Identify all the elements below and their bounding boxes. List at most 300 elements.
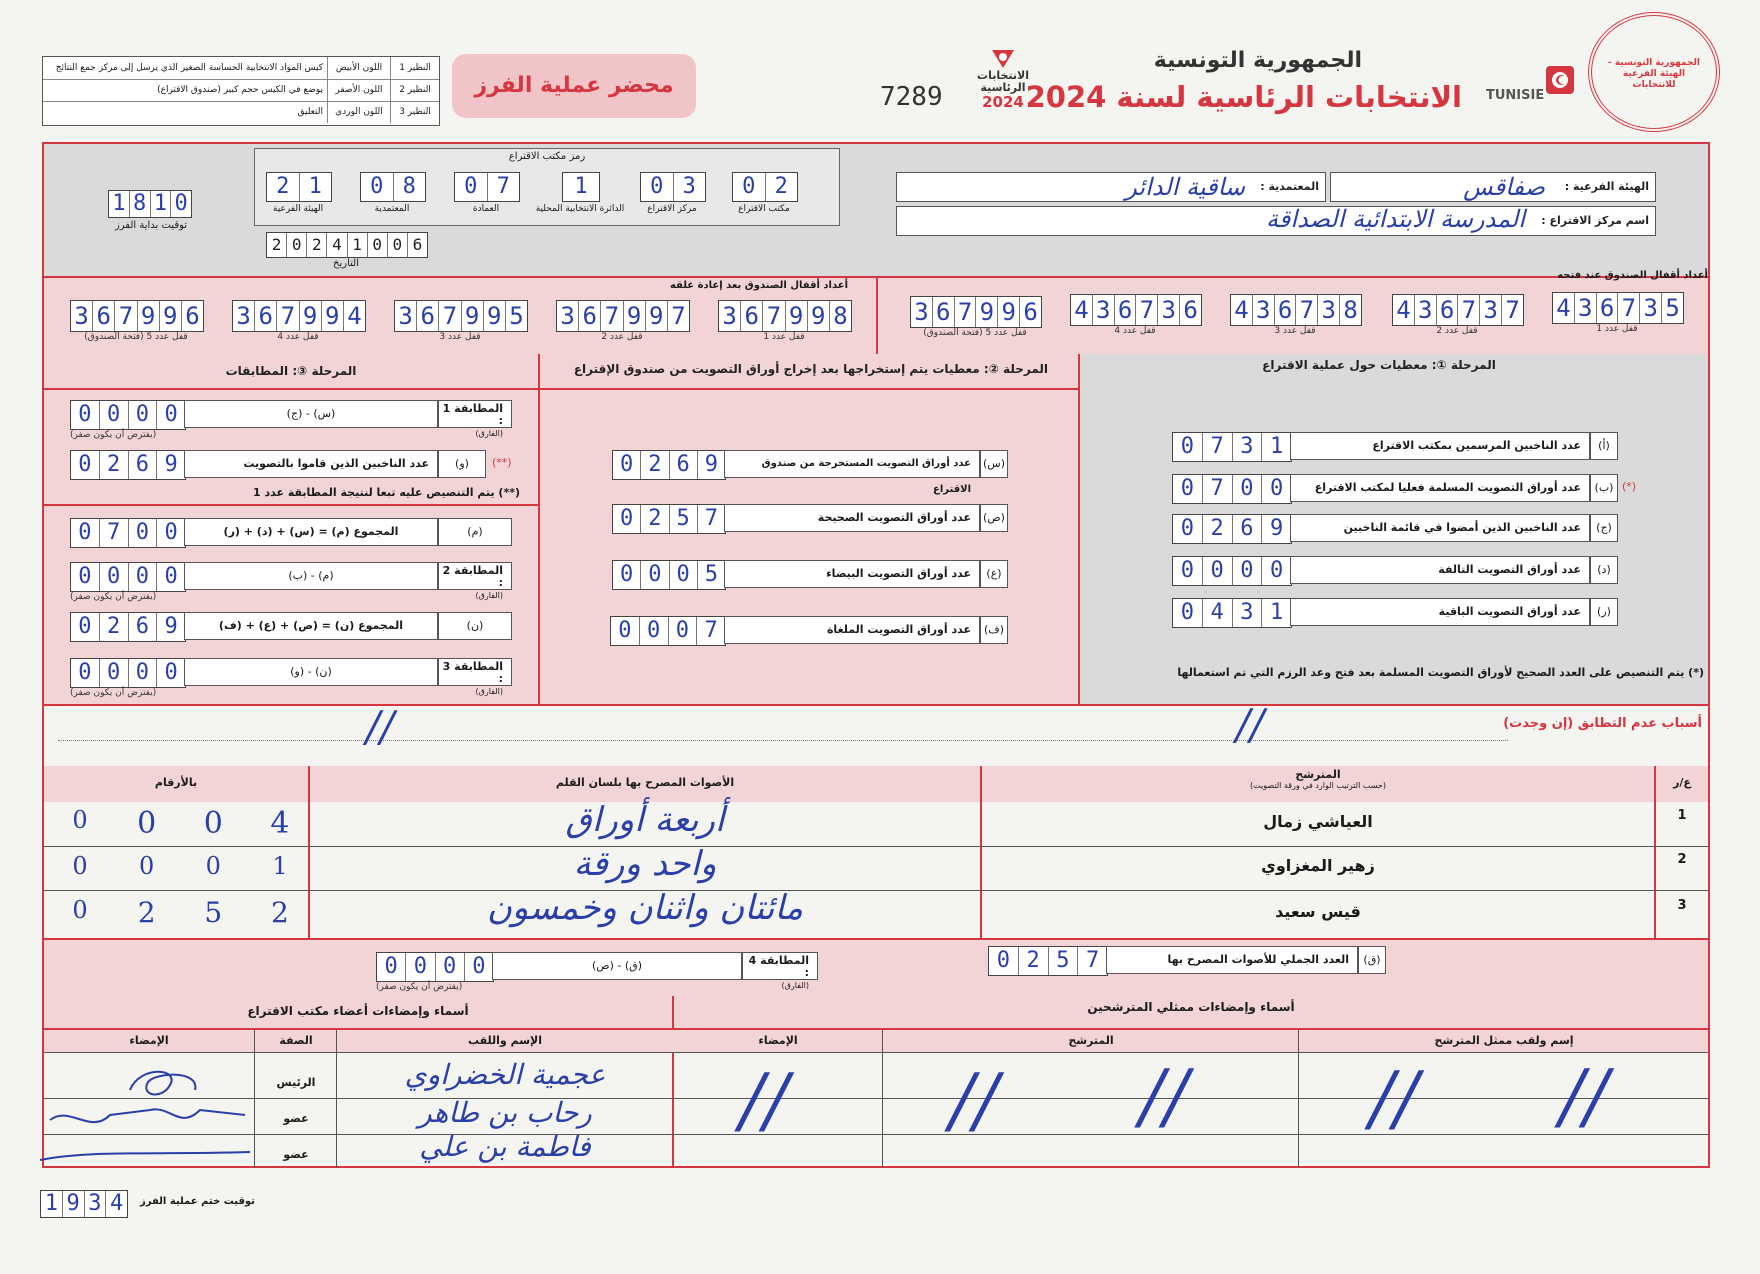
- date-digit: 4: [327, 233, 347, 257]
- value-digit: 7: [704, 506, 718, 531]
- value-digit: 0: [1173, 599, 1203, 627]
- lock-digit: 7: [1136, 295, 1158, 325]
- w-note: (**) يتم التنصيص عليه تبعا لنتيجة المطابقة عدد 1: [253, 486, 520, 499]
- date-digits: [266, 232, 428, 258]
- lock-after-3: [394, 300, 528, 332]
- lock-digit: 4: [1553, 293, 1575, 323]
- locks-divider: [876, 276, 878, 354]
- value-digit: 0: [1233, 557, 1263, 585]
- stage1-mark-b: (*): [1622, 480, 1637, 493]
- legend-desc: كيس المواد الانتخابية الحساسة الصغير الذي يرسل إلى مركز جمع النتائج: [55, 63, 323, 73]
- start-time-digits: [108, 190, 192, 218]
- lock-digit: 3: [1415, 295, 1437, 325]
- value-digit: 0: [71, 563, 100, 591]
- lock-digit: 7: [671, 302, 686, 330]
- lock-digit: 7: [115, 301, 137, 331]
- lock-digit: 3: [1575, 293, 1597, 323]
- value-digit: 0: [1173, 433, 1203, 461]
- member-signatures: [30, 1060, 260, 1174]
- lock-open-5: [910, 296, 1042, 328]
- n-formula: [184, 612, 438, 640]
- lock-digit: 7: [1618, 293, 1640, 323]
- value-digit: 6: [129, 451, 158, 479]
- col-candidate-title: المترشح: [1295, 768, 1341, 781]
- date-digit: 0: [368, 233, 388, 257]
- lock-digit: 6: [1275, 295, 1297, 325]
- lock-digit: 7: [763, 301, 785, 331]
- signature-president: [130, 1072, 195, 1095]
- value-digit: 0: [164, 520, 178, 545]
- m1-label: [438, 400, 512, 438]
- stage1-value-b: [1172, 474, 1292, 504]
- candidate-name: زهير المغزاوي: [1261, 856, 1375, 875]
- stage3-title: المرحلة ③: المطابقات: [225, 364, 357, 378]
- value-digit: 6: [129, 613, 158, 641]
- lock-digit: 6: [933, 297, 955, 327]
- lock-digit: 9: [976, 297, 998, 327]
- code-label: العمادة: [472, 204, 500, 214]
- m-formula-text: المجموع (م) = (س) + (د) + (ر): [223, 525, 399, 538]
- center-field: [896, 206, 1656, 236]
- lock-label: قفل عدد 5 (فتحة الصندوق): [84, 332, 188, 342]
- value-digit: 0: [1173, 557, 1203, 585]
- code-digit: 1: [574, 174, 588, 199]
- member-role: عضو: [283, 1148, 309, 1161]
- stage1-label-c: [1290, 514, 1590, 542]
- lock-digit: 3: [1093, 295, 1115, 325]
- code-delegation: [360, 172, 426, 202]
- lock-digit: 3: [71, 301, 93, 331]
- stamp-text: الجمهورية التونسية - الهيئة الفرعية للانتخابات: [1607, 58, 1701, 90]
- mismatch-value-left: //: [366, 702, 395, 751]
- stage1-value-d: [1172, 556, 1292, 586]
- lock-digit: 6: [255, 301, 277, 331]
- value-digit: 9: [164, 452, 178, 477]
- row-sep: [44, 1098, 1708, 1099]
- lock-digit: 9: [484, 301, 506, 331]
- stage2-label-sad: [724, 504, 980, 532]
- m3-formula: (و) - (ن): [184, 658, 438, 686]
- value-digit: 0: [1173, 475, 1203, 503]
- lock-label: قفل عدد 1: [1596, 324, 1638, 334]
- lock-digit: 7: [1296, 295, 1318, 325]
- stage2-value-sad: [612, 504, 726, 534]
- col-words-header: الأصوات المصرح بها بلسان القلم: [555, 776, 735, 789]
- stage1-value-a: [1172, 432, 1292, 462]
- m1-zero-note: (يفترض أن يكون صفر): [70, 430, 157, 440]
- row-label-text: عدد أوراق التصويت الباقية: [1438, 605, 1581, 618]
- vote-digit: 0: [72, 896, 88, 924]
- lock-digit: 3: [557, 301, 579, 331]
- value-digit: 4: [1203, 599, 1233, 627]
- vote-digit: 1: [272, 852, 288, 880]
- lock-digit: 9: [808, 301, 830, 331]
- lock-digit: 6: [741, 301, 763, 331]
- value-digit: 3: [1233, 599, 1263, 627]
- time-digit: 3: [85, 1191, 107, 1217]
- mismatch-line: [58, 740, 1508, 741]
- stage2-label-s: [724, 450, 980, 495]
- lock-open-4: [1070, 294, 1202, 326]
- code-digit: 2: [774, 174, 788, 199]
- lock-label: قفل عدد 5 (فتحة الصندوق): [923, 328, 1027, 338]
- legend-table: [42, 56, 440, 126]
- lock-digit: 6: [93, 301, 115, 331]
- stage1-label-b: [1290, 474, 1590, 502]
- value-digit: 0: [129, 519, 158, 547]
- reps-mark: //: [1370, 1056, 1419, 1140]
- lock-label: قفل عدد 3: [1274, 326, 1316, 336]
- value-digit: 0: [1173, 515, 1203, 543]
- value-digit: 0: [129, 401, 158, 429]
- date-digit: 1: [348, 233, 368, 257]
- n-formula-text: المجموع (ن) = (ص) + (ع) + (ف): [218, 619, 404, 632]
- col-sep: [336, 1030, 337, 1168]
- candidate-words: واحد ورقة: [573, 844, 717, 884]
- lock-digit: 3: [1480, 295, 1502, 325]
- value-digit: 2: [641, 505, 669, 533]
- lock-digit: 7: [601, 301, 623, 331]
- value-digit: 0: [670, 561, 698, 589]
- code-subauthority: [266, 172, 332, 202]
- code-label: المعتمدية: [374, 204, 410, 214]
- date-digit: 0: [287, 233, 307, 257]
- value-digit: 7: [1086, 948, 1100, 973]
- m2-zero-note: (يفترض أن يكون صفر): [70, 592, 157, 602]
- stage1-value-r: [1172, 598, 1292, 628]
- time-digit: 1: [151, 191, 172, 217]
- total-label-text: العدد الجملي للأصوات المصرح بها: [1167, 953, 1349, 966]
- lock-digit: 9: [998, 297, 1020, 327]
- value-digit: 2: [100, 613, 129, 641]
- form-name-badge: [452, 54, 696, 118]
- candidate-num: 1: [1677, 808, 1687, 823]
- code-digit: 2: [267, 173, 300, 201]
- members-col-name: الإسم واللقب: [467, 1034, 543, 1047]
- lock-after-4: [232, 300, 366, 332]
- lock-digit: 9: [646, 301, 668, 331]
- total-label: [1106, 946, 1358, 974]
- value-digit: 2: [100, 451, 129, 479]
- lock-digit: 9: [138, 301, 160, 331]
- reps-mark: //: [1560, 1054, 1609, 1138]
- candidate-words: أربعة أوراق: [565, 800, 725, 840]
- legend-desc: يوضع في الكيس حجم كبير (صندوق الاقتراع): [157, 85, 323, 95]
- value-digit: 0: [71, 613, 100, 641]
- delegation-label: المعتمدية :: [1260, 180, 1319, 193]
- m-formula: [184, 518, 438, 546]
- m-value: [70, 518, 186, 548]
- legend-code: النظير 3: [390, 101, 439, 123]
- date-digit: 2: [267, 233, 287, 257]
- m2-value: [70, 562, 186, 592]
- stage1-code-c: (ج): [1590, 514, 1618, 542]
- stage2-value-fa: [610, 616, 726, 646]
- code-digit: 3: [682, 174, 696, 199]
- m3-diff: (الفارق): [475, 687, 503, 696]
- m2-formula: (ب) - (م): [184, 562, 438, 590]
- value-digit: 2: [1203, 515, 1233, 543]
- m2-label: [438, 562, 512, 600]
- stage1-title: المرحلة ①: معطيات حول عملية الاقتراع: [1262, 358, 1496, 372]
- lock-digit: 7: [1458, 295, 1480, 325]
- code-label: مركز الاقتراع: [647, 204, 697, 214]
- stage2-code-s: (س): [980, 450, 1008, 478]
- member-name: رحاب بن طاهر: [418, 1096, 592, 1129]
- lock-digit: 9: [624, 301, 646, 331]
- candidate-name: قيس سعيد: [1275, 902, 1361, 921]
- lock-after-1: [718, 300, 852, 332]
- member-name: عجمية الخضراوي: [404, 1058, 606, 1091]
- reps-col-name: إسم ولقب ممثل المترشح: [1434, 1034, 1574, 1047]
- stage1-value-c: [1172, 514, 1292, 544]
- lock-digit: 7: [277, 301, 299, 331]
- stage2-title-line: [540, 388, 1078, 390]
- time-digit: 4: [110, 1191, 124, 1216]
- candidate-num: 3: [1677, 898, 1687, 913]
- member-role: عضو: [283, 1112, 309, 1125]
- lock-digit: 3: [233, 301, 255, 331]
- candidate-name: العياشي زمال: [1263, 812, 1373, 831]
- m1-formula: (ج) - (س): [184, 400, 438, 428]
- value-digit: 0: [129, 659, 158, 687]
- lock-digit: 5: [509, 302, 524, 330]
- lock-digit: 6: [1023, 298, 1038, 326]
- total-code: (ق): [1358, 946, 1386, 974]
- delegation-value: ساقية الدائر: [1125, 173, 1245, 201]
- value-digit: 2: [641, 451, 669, 479]
- stage2-label-fa: [724, 616, 980, 644]
- w-mark: (**): [492, 456, 512, 469]
- vote-digit: 2: [137, 896, 156, 929]
- m4-zero-note: (يفترض أن يكون صفر): [376, 982, 463, 992]
- vote-digit: 0: [72, 806, 88, 834]
- time-digit: 9: [63, 1191, 85, 1217]
- legend-color: اللون الوردي: [327, 101, 390, 123]
- m3-label: [438, 658, 512, 696]
- signature-member-2: [40, 1152, 250, 1160]
- value-digit: 6: [670, 451, 698, 479]
- stage2-code-sad: (ص): [980, 504, 1008, 532]
- value-digit: 0: [1270, 476, 1284, 501]
- stage1-code-a: (أ): [1590, 432, 1618, 460]
- lock-digit: 9: [300, 301, 322, 331]
- lock-digit: 6: [1597, 293, 1619, 323]
- form-number: 7289: [880, 82, 943, 112]
- stage1-note: (*) يتم التنصيص على العدد الصحيح لأوراق التصويت المسلمة بعد فتح وعد الرزم التي تم استعمالها: [1177, 666, 1704, 679]
- date-digit: 6: [412, 235, 423, 254]
- lock-open-1: [1552, 292, 1684, 324]
- members-col-role: الصفة: [279, 1034, 313, 1047]
- stage2-value-ain: [612, 560, 726, 590]
- value-digit: 0: [100, 401, 129, 429]
- lock-open-2: [1392, 294, 1524, 326]
- stage3-title-line: [44, 388, 538, 390]
- vote-digit: 0: [139, 852, 155, 880]
- date-digit: 0: [388, 233, 408, 257]
- lock-digit: 6: [1183, 296, 1198, 324]
- vote-digit: 2: [271, 896, 289, 929]
- value-digit: 0: [613, 561, 641, 589]
- lock-digit: 6: [579, 301, 601, 331]
- lock-label: قفل عدد 2: [1436, 326, 1478, 336]
- code-center: [640, 172, 706, 202]
- vote-digit: 0: [205, 852, 221, 880]
- stage2-code-fa: (ف): [980, 616, 1008, 644]
- value-digit: 0: [472, 954, 486, 979]
- date-label: التاريخ: [333, 258, 359, 269]
- value-digit: 3: [1233, 433, 1263, 461]
- m4-value: [376, 952, 494, 982]
- delegation-field: [896, 172, 1326, 202]
- vote-digit: 0: [137, 806, 157, 841]
- col-digits-header: بالأرقام: [154, 776, 198, 789]
- lock-digit: 4: [1231, 295, 1253, 325]
- value-digit: 0: [164, 402, 178, 427]
- stage1-label-d: [1290, 556, 1590, 584]
- logo-year: 2024: [982, 93, 1024, 111]
- lock-digit: 3: [911, 297, 933, 327]
- value-digit: 0: [613, 505, 641, 533]
- value-digit: 7: [100, 519, 129, 547]
- end-time-label: توقيت ختم عملية الفرز: [140, 1196, 255, 1207]
- code-digit: 7: [496, 174, 510, 199]
- value-digit: 1: [1270, 600, 1284, 625]
- value-digit: 0: [611, 617, 640, 645]
- lock-after-2: [556, 300, 690, 332]
- value-digit: 0: [71, 659, 100, 687]
- code-label: الهيئة الفرعية: [272, 204, 324, 214]
- value-digit: 9: [704, 452, 718, 477]
- n-code: (ن): [438, 612, 512, 640]
- m2-label-text: المطابقة 2 :: [442, 564, 503, 589]
- start-time-label: توقيت بداية الفرز: [114, 220, 188, 231]
- value-digit: 6: [1233, 515, 1263, 543]
- code-district: [562, 172, 600, 202]
- stage1-label-r: [1290, 598, 1590, 626]
- w-value: [70, 450, 186, 480]
- candidate-digits: [60, 806, 300, 841]
- center-label: اسم مركز الاقتراع :: [1541, 214, 1649, 227]
- value-digit: 0: [164, 660, 178, 685]
- time-digit: 8: [130, 191, 151, 217]
- reps-col-candidate: المترشح: [1068, 1034, 1114, 1047]
- vote-digit: 4: [270, 806, 290, 841]
- row-label-text: عدد أوراق التصويت الملغاة: [826, 623, 971, 636]
- isie-text: TUNISIE: [1486, 88, 1545, 103]
- mismatch-value-right: //: [1236, 700, 1265, 749]
- lock-label: قفل عدد 2: [601, 332, 643, 342]
- lock-label: قفل عدد 4: [1114, 326, 1156, 336]
- row-label-text: عدد الناخبين المرسمين بمكتب الاقتراع: [1372, 439, 1581, 452]
- reps-mark: //: [740, 1058, 789, 1142]
- row-label-text: عدد أوراق التصويت المستخرجة من صندوق الاقتراع: [761, 458, 971, 495]
- value-digit: 0: [1233, 475, 1263, 503]
- m3-label-text: المطابقة 3 :: [442, 660, 503, 685]
- office-code-title: رمز مكتب الاقتراع: [508, 151, 586, 162]
- row-label-text: عدد أوراق التصويت الصحيحة: [817, 511, 971, 524]
- m3-zero-note: (يفترض أن يكون صفر): [70, 688, 157, 698]
- lock-digit: 8: [833, 302, 848, 330]
- m4-formula: (ص) - (ق): [492, 952, 742, 980]
- lock-label: قفل عدد 3: [439, 332, 481, 342]
- m-code: (م): [438, 518, 512, 546]
- code-digit: 0: [361, 173, 394, 201]
- value-digit: 0: [406, 953, 435, 981]
- value-digit: 0: [436, 953, 465, 981]
- m1-diff: (الفارق): [475, 429, 503, 438]
- locks-after-title: أعداد أقفال الصندوق بعد إعادة غلقه: [669, 280, 848, 291]
- value-digit: 0: [669, 617, 698, 645]
- candidate-digits: [60, 896, 300, 929]
- code-label: الدائرة الانتخابية المحلية: [535, 204, 625, 214]
- m3-value: [70, 658, 186, 688]
- code-imada: [454, 172, 520, 202]
- value-digit: 0: [71, 519, 100, 547]
- value-digit: 0: [641, 561, 669, 589]
- form-name: محضر عملية الفرز: [474, 73, 674, 98]
- signatures-divider: [672, 996, 674, 1168]
- code-digit: 0: [641, 173, 674, 201]
- lock-digit: 6: [1115, 295, 1137, 325]
- value-digit: 0: [989, 947, 1019, 975]
- col-sep: [1298, 1030, 1299, 1168]
- time-digit: 1: [109, 191, 130, 217]
- code-office: [732, 172, 798, 202]
- stage1-label-a: [1290, 432, 1590, 460]
- logo-text: الانتخابات الرئاسية: [977, 69, 1029, 94]
- lock-digit: 4: [347, 302, 362, 330]
- lock-digit: 4: [1393, 295, 1415, 325]
- reps-mark: //: [950, 1058, 999, 1142]
- value-digit: 7: [1203, 475, 1233, 503]
- lock-digit: 3: [719, 301, 741, 331]
- row-label-text: عدد أوراق التصويت البيضاء: [826, 567, 971, 580]
- legend-color: اللون الأبيض: [327, 57, 390, 79]
- m4-diff: (الفارق): [781, 981, 809, 990]
- legend-code: النظير 1: [390, 57, 439, 79]
- value-digit: 0: [377, 953, 406, 981]
- total-value: [988, 946, 1108, 976]
- stage1-code-b: (ب): [1590, 474, 1618, 502]
- value-digit: 0: [100, 563, 129, 591]
- lock-after-5: [70, 300, 204, 332]
- col-candidate-sub: (حسب الترتيب الوارد في ورقة التصويت): [1250, 781, 1386, 790]
- members-title: أسماء وإمضاءات أعضاء مكتب الاقتراع: [247, 1004, 469, 1018]
- col-candidate-header: [982, 768, 1654, 790]
- code-digit: 8: [402, 174, 416, 199]
- signature-member-1: [50, 1109, 245, 1122]
- vote-digit: 0: [203, 806, 223, 841]
- m2-diff: (الفارق): [475, 591, 503, 600]
- republic-title: الجمهورية التونسية: [1153, 48, 1362, 73]
- value-digit: 9: [164, 614, 178, 639]
- center-value: المدرسة الابتدائية الصداقة: [1265, 205, 1525, 233]
- locks-open-title: أعداد أقفال الصندوق عند فتحه: [1557, 270, 1708, 281]
- time-digit: 1: [41, 1191, 63, 1217]
- value-digit: 0: [1203, 557, 1233, 585]
- m4-label: [742, 952, 818, 990]
- value-digit: 0: [640, 617, 669, 645]
- value-digit: 5: [670, 505, 698, 533]
- lock-digit: 6: [185, 302, 200, 330]
- date-digit: 2: [307, 233, 327, 257]
- stage2-value-s: [612, 450, 726, 480]
- reps-mark: //: [1140, 1054, 1189, 1138]
- lock-digit: 3: [1158, 295, 1180, 325]
- m1-value: [70, 400, 186, 430]
- col-sep: [882, 1030, 883, 1168]
